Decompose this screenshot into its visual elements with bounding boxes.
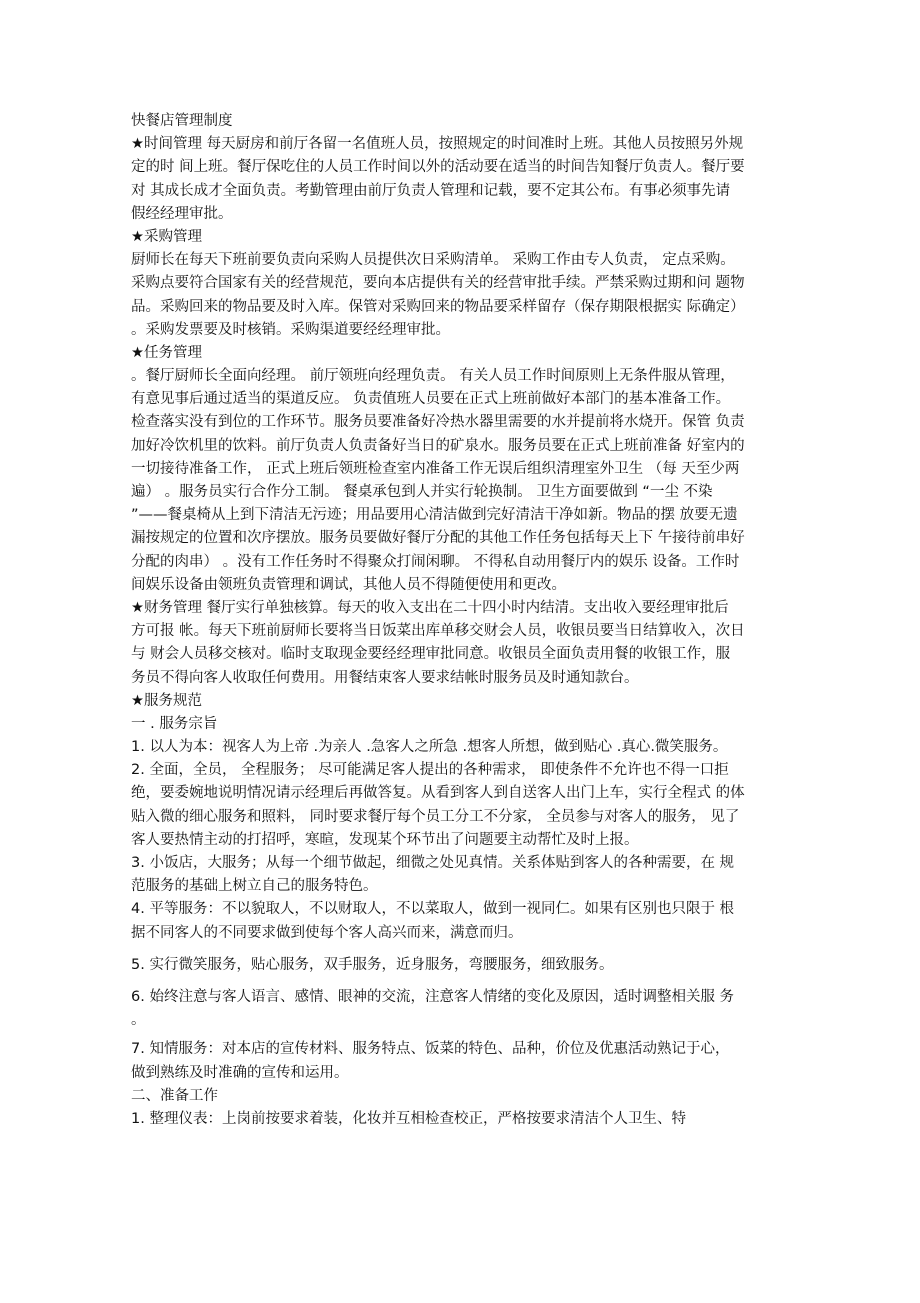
task-line-7: ”——餐桌椅从上到下清洁无污迹；用品要用心清洁做到完好清洁干净如新。物品的摆 放要无遗	[131, 507, 738, 524]
finance-line-4: 务员不得向客人收取任何费用。用餐结束客人要求结帐时服务员及时通知款台。	[131, 669, 639, 686]
task-line-1: 。餐厅厨师长全面向经理。 前厅领班向经理负责。 有关人员工作时间原则上无条件服从管理，	[131, 368, 735, 385]
task-line-5: 一切接待准备工作， 正式上班后领班检查室内准备工作无误后组织清理室外卫生 （每 天至少两	[131, 460, 740, 477]
service-item-6-line-1: 6. 始终注意与客人语言、感情、眼神的交流，注意客人情绪的变化及原因，适时调整相关服 务	[131, 988, 735, 1005]
purchasing-line-2: 采购点要符合国家有关的经营规范，要向本店提供有关的经营审批手续。严禁采购过期和问 题物	[131, 275, 745, 292]
purchasing-line-3: 品。采购回来的物品要及时入库。保管对采购回来的物品要采样留存（保存期限根据实 际确定）	[131, 298, 745, 315]
service-item-7-line-1: 7. 知情服务：对本店的宣传材料、服务特点、饭菜的特色、品种，价位及优惠活动熟记于心，	[131, 1041, 730, 1058]
task-line-3: 检查落实没有到位的工作环节。服务员要准备好冷热水器里需要的水并提前将水烧开。保管 负责	[131, 414, 745, 431]
task-heading: ★任务管理	[131, 344, 202, 361]
service-item-1: 1. 以人为本：视客人为上帝 .为亲人 .急客人之所急 .想客人所想，做到贴心 .真心.微笑服务。	[131, 739, 728, 756]
task-line-9: 分配的肉串） 。没有工作任务时不得聚众打闹闲聊。 不得私自动用餐厅内的娱乐 设备。工作时	[131, 553, 740, 570]
service-item-5: 5. 实行微笑服务，贴心服务，双手服务，近身服务，弯腰服务，细致服务。	[131, 956, 614, 973]
service-heading: ★服务规范	[131, 692, 202, 709]
time-management-line-4: 假经经理审批。	[131, 205, 233, 222]
service-purpose-heading: 一 . 服务宗旨	[131, 715, 218, 732]
time-management-line-3: 对 其成长成才全面负责。考勤管理由前厅负责人管理和记载，要不定其公布。有事必须事先请	[131, 182, 731, 199]
time-management-line-2: 定的时 间上班。餐厅保吃住的人员工作时间以外的活动要在适当的时间告知餐厅负责人。餐厅要	[131, 159, 745, 176]
finance-line-3: 与 财会人员移交核对。临时支取现金要经经理审批同意。收银员全面负责用餐的收银工作，服	[131, 646, 731, 663]
task-line-10: 间娱乐设备由领班负责管理和调试，其他人员不得随便使用和更改。	[131, 576, 566, 593]
service-item-2-line-4: 客人要热情主动的打招呼，寒暄，发现某个环节出了问题要主动帮忙及时上报。	[131, 831, 639, 848]
time-management-line-1: ★时间管理 每天厨房和前厅各留一名值班人员，按照规定的时间准时上班。其他人员按照另外规	[131, 136, 744, 153]
document-title: 快餐店管理制度	[131, 113, 233, 129]
service-item-4-line-1: 4. 平等服务：不以貌取人，不以财取人，不以菜取人，做到一视同仁。如果有区别也只限于 根	[131, 901, 735, 918]
service-item-3-line-2: 范服务的基础上树立自己的服务特色。	[131, 878, 378, 895]
task-line-2: 有意见事后通过适当的渠道反应。 负责值班人员要在正式上班前做好本部门的基本准备工作。	[131, 391, 731, 408]
task-line-8: 漏按规定的位置和次序摆放。服务员要做好餐厅分配的其他工作任务包括每天上下 午接待前串好	[131, 530, 745, 547]
purchasing-heading: ★采购管理	[131, 228, 202, 245]
document-body	[131, 110, 791, 1131]
service-item-2-line-3: 贴入微的细心服务和照料， 同时要求餐厅每个员工分工不分家， 全员参与对客人的服务， 见了	[131, 808, 740, 825]
purchasing-line-4: 。采购发票要及时核销。采购渠道要经经理审批。	[131, 321, 450, 338]
service-item-2-line-2: 绝，要委婉地说明情况请示经理后再做答复。从看到客人到自送客人出门上车，实行全程式 的体	[131, 785, 745, 802]
finance-line-1: ★财务管理 餐厅实行单独核算。每天的收入支出在二十四小时内结清。支出收入要经理审批后	[131, 599, 729, 616]
task-line-4: 加好冷饮机里的饮料。前厅负责人负责备好当日的矿泉水。服务员要在正式上班前准备 好室内的	[131, 437, 745, 454]
purchasing-line-1: 厨师长在每天下班前要负责向采购人员提供次日采购清单。 采购工作由专人负责， 定点采购。	[131, 252, 735, 269]
service-item-4-line-2: 据不同客人的不同要求做到使每个客人高兴而来，满意而归。	[131, 924, 523, 941]
service-item-7-line-2: 做到熟练及时准确的宣传和运用。	[131, 1064, 349, 1081]
service-item-2-line-1: 2. 全面，全员， 全程服务； 尽可能满足客人提出的各种需求， 即使条件不允许也不得一口拒	[131, 762, 729, 779]
preparation-item-1: 1. 整理仪表：上岗前按要求着装，化妆并互相检查校正，严格按要求清洁个人卫生、特	[131, 1110, 686, 1127]
service-item-6-line-2: 。	[131, 1012, 146, 1029]
preparation-heading: 二、准备工作	[131, 1087, 218, 1104]
task-line-6: 遍） 。服务员实行合作分工制。 餐桌承包到人并实行轮换制。 卫生方面要做到 “一尘 不染	[131, 484, 713, 500]
service-item-3-line-1: 3. 小饭店，大服务；从每一个细节做起，细微之处见真情。关系体贴到客人的各种需要，在 规	[131, 855, 735, 871]
finance-line-2: 方可报 帐。每天下班前厨师长要将当日饭菜出库单移交财会人员，收银员要当日结算收入，次日	[131, 623, 745, 640]
